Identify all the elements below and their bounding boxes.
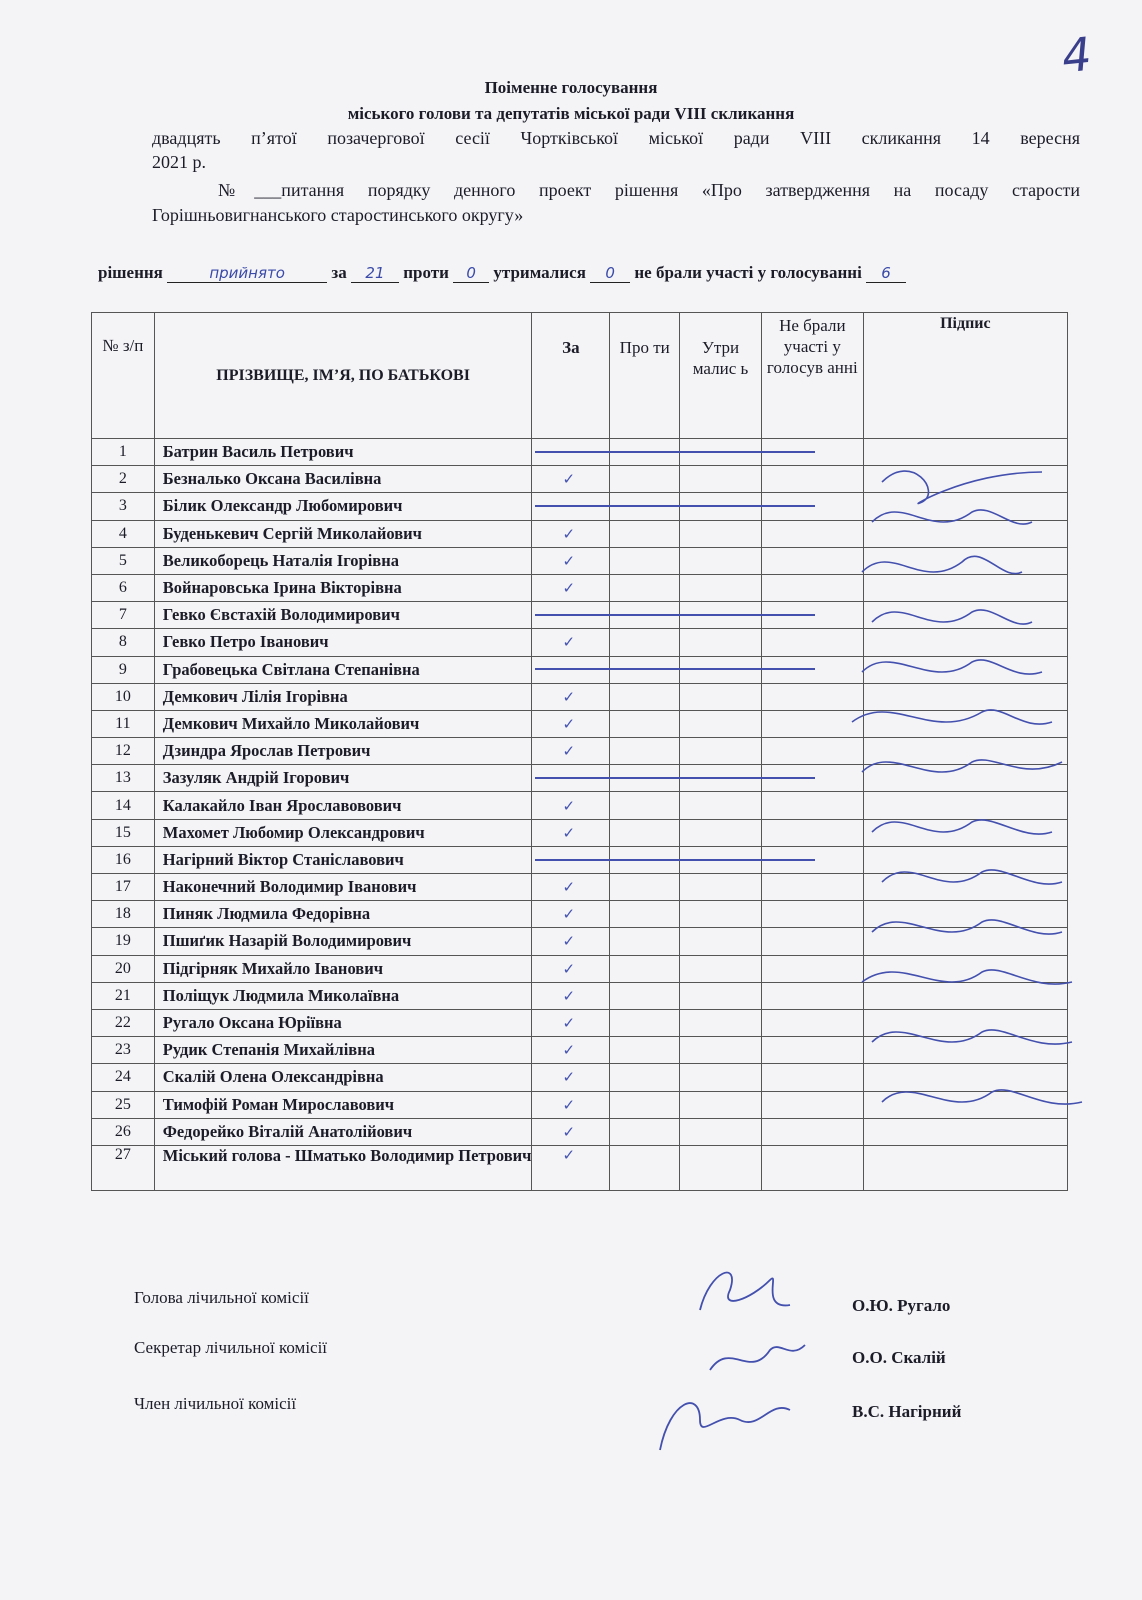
- header-num: № з/п: [92, 313, 155, 439]
- row-za: ✓: [532, 955, 610, 982]
- row-za: ✓: [532, 982, 610, 1009]
- signatures-column: [832, 452, 1092, 1152]
- head-name: О.Ю. Ругало: [852, 1296, 951, 1315]
- signature-scribble: [882, 471, 1042, 504]
- row-utr: [680, 1118, 762, 1145]
- proty-label: проти: [403, 263, 449, 282]
- session-date: 2021 р.: [152, 152, 206, 172]
- row-za: ✓: [532, 874, 610, 901]
- signature-scribble: [862, 556, 1022, 573]
- proty-value: 0: [453, 264, 489, 283]
- row-proty: [610, 955, 680, 982]
- row-number: 19: [92, 928, 155, 955]
- row-za: ✓: [532, 792, 610, 819]
- absent-strike-line: [535, 451, 815, 453]
- signature-scribble: [852, 710, 1052, 724]
- row-proty: [610, 738, 680, 765]
- row-za: ✓: [532, 1118, 610, 1145]
- row-za: ✓: [532, 901, 610, 928]
- row-utr: [680, 738, 762, 765]
- row-number: 10: [92, 683, 155, 710]
- row-number: 15: [92, 819, 155, 846]
- row-proty: [610, 928, 680, 955]
- header-sign: Підпис: [863, 313, 1067, 439]
- row-za: ✓: [532, 547, 610, 574]
- member-name: В.С. Нагірний: [852, 1402, 962, 1421]
- decision-label: рішення: [98, 263, 163, 282]
- absent-strike-line: [535, 614, 815, 616]
- row-proty: [610, 874, 680, 901]
- row-za: ✓: [532, 683, 610, 710]
- row-name: Махомет Любомир Олександрович: [154, 819, 532, 846]
- row-proty: [610, 574, 680, 601]
- row-utr: [680, 982, 762, 1009]
- row-za: ✓: [532, 1064, 610, 1091]
- row-name: Гевко Петро Іванович: [154, 629, 532, 656]
- document-subtitle: міського голови та депутатів міської ради VIII скликання: [347, 104, 795, 123]
- row-name: Наконечний Володимир Іванович: [154, 874, 532, 901]
- row-proty: [610, 466, 680, 493]
- row-number: 1: [92, 439, 155, 466]
- row-name: Демкович Лілія Ігорівна: [154, 683, 532, 710]
- commission-signatures: [640, 1250, 820, 1470]
- row-name: Буденькевич Сергій Миколайович: [154, 520, 532, 547]
- row-za: ✓: [532, 466, 610, 493]
- row-utr: [680, 1091, 762, 1118]
- row-za: ✓: [532, 1037, 610, 1064]
- row-sign: [863, 1145, 1067, 1190]
- row-number: 20: [92, 955, 155, 982]
- row-number: 9: [92, 656, 155, 683]
- row-za: ✓: [532, 738, 610, 765]
- decision-summary: [98, 263, 906, 283]
- row-proty: [610, 1145, 680, 1190]
- row-utr: [680, 574, 762, 601]
- row-utr: [680, 1037, 762, 1064]
- ne-value: 6: [866, 264, 906, 283]
- row-proty: [610, 1037, 680, 1064]
- issue-line: №___питання порядку денного проект рішення «Про затвердження на посаду старости: [218, 180, 1080, 200]
- row-proty: [610, 982, 680, 1009]
- row-utr: [680, 955, 762, 982]
- row-name: Ругало Оксана Юріївна: [154, 1009, 532, 1036]
- row-number: 23: [92, 1037, 155, 1064]
- row-proty: [610, 683, 680, 710]
- row-number: 11: [92, 710, 155, 737]
- signature-head: [700, 1273, 790, 1310]
- row-proty: [610, 547, 680, 574]
- row-name: Пшиґик Назарій Володимирович: [154, 928, 532, 955]
- row-name: Поліщук Людмила Миколаївна: [154, 982, 532, 1009]
- row-utr: [680, 629, 762, 656]
- row-utr: [680, 928, 762, 955]
- row-number: 6: [92, 574, 155, 601]
- member-label: Член лічильної комісії: [134, 1394, 297, 1413]
- row-name: Скалій Олена Олександрівна: [154, 1064, 532, 1091]
- row-number: 13: [92, 765, 155, 792]
- decision-value: прийнято: [167, 264, 327, 283]
- row-proty: [610, 520, 680, 547]
- page-number: 4: [1059, 26, 1095, 84]
- row-name: Калакайло Іван Ярославовович: [154, 792, 532, 819]
- row-name: Гевко Євстахій Володимирович: [154, 602, 532, 629]
- row-utr: [680, 1145, 762, 1190]
- row-proty: [610, 1009, 680, 1036]
- utr-label: утрималися: [493, 263, 586, 282]
- row-number: 18: [92, 901, 155, 928]
- row-number: 17: [92, 874, 155, 901]
- row-za: ✓: [532, 629, 610, 656]
- signature-scribble: [872, 510, 1032, 524]
- document-title: Поіменне голосування: [484, 78, 658, 97]
- row-number: 5: [92, 547, 155, 574]
- signature-scribble: [862, 660, 1042, 674]
- row-za: ✓: [532, 928, 610, 955]
- signature-scribble: [872, 920, 1062, 934]
- row-number: 8: [92, 629, 155, 656]
- row-utr: [680, 683, 762, 710]
- header-utr: Утри малис ь: [680, 313, 762, 439]
- row-proty: [610, 792, 680, 819]
- row-name: Тимофій Роман Мирославович: [154, 1091, 532, 1118]
- row-utr: [680, 901, 762, 928]
- row-proty: [610, 629, 680, 656]
- session-line: двадцять п’ятої позачергової сесії Чортківської міської ради VIII скликання 14 вересня: [152, 128, 1080, 148]
- row-name: Підгірняк Михайло Іванович: [154, 955, 532, 982]
- secretary-name: О.О. Скалій: [852, 1348, 946, 1367]
- row-utr: [680, 1009, 762, 1036]
- row-number: 4: [92, 520, 155, 547]
- row-za: ✓: [532, 1145, 610, 1190]
- row-za: ✓: [532, 1091, 610, 1118]
- row-number: 16: [92, 846, 155, 873]
- signature-scribble: [862, 970, 1072, 984]
- row-name: Батрин Василь Петрович: [154, 439, 532, 466]
- head-label: Голова лічильної комісії: [134, 1288, 309, 1307]
- row-utr: [680, 520, 762, 547]
- row-utr: [680, 710, 762, 737]
- row-number: 24: [92, 1064, 155, 1091]
- row-ne: [761, 1145, 863, 1190]
- signature-scribble: [872, 820, 1052, 834]
- signature-scribble: [882, 870, 1062, 884]
- row-number: 22: [92, 1009, 155, 1036]
- row-proty: [610, 901, 680, 928]
- row-number: 12: [92, 738, 155, 765]
- row-name: Федорейко Віталій Анатолійович: [154, 1118, 532, 1145]
- row-name: Міський голова - Шматько Володимир Петрович: [154, 1145, 532, 1190]
- row-number: 21: [92, 982, 155, 1009]
- ne-label: не брали участі у голосуванні: [634, 263, 862, 282]
- za-label: за: [331, 263, 347, 282]
- row-name: Нагірний Віктор Станіславович: [154, 846, 532, 873]
- header-proty: Про ти: [610, 313, 680, 439]
- row-utr: [680, 819, 762, 846]
- row-number: 27: [92, 1145, 155, 1190]
- row-proty: [610, 819, 680, 846]
- row-name: Рудик Степанія Михайлівна: [154, 1037, 532, 1064]
- row-number: 2: [92, 466, 155, 493]
- row-proty: [610, 1091, 680, 1118]
- row-utr: [680, 547, 762, 574]
- row-proty: [610, 710, 680, 737]
- absent-strike-line: [535, 859, 815, 861]
- row-za: ✓: [532, 819, 610, 846]
- row-za: ✓: [532, 520, 610, 547]
- row-proty: [610, 1064, 680, 1091]
- row-name: Пиняк Людмила Федорівна: [154, 901, 532, 928]
- absent-strike-line: [535, 505, 815, 507]
- za-value: 21: [351, 264, 399, 283]
- row-name: Зазуляк Андрій Ігорович: [154, 765, 532, 792]
- signature-scribble: [862, 760, 1062, 772]
- absent-strike-line: [535, 777, 815, 779]
- row-name: Великоборець Наталія Ігорівна: [154, 547, 532, 574]
- row-za: ✓: [532, 710, 610, 737]
- secretary-label: Секретар лічильної комісії: [134, 1338, 328, 1357]
- row-proty: [610, 1118, 680, 1145]
- row-name: Безналько Оксана Василівна: [154, 466, 532, 493]
- header-ne: Не брали участі у голосув анні: [761, 313, 863, 439]
- issue-line-2: Горішньовигнанського старостинського округу»: [152, 205, 524, 225]
- table-row: [92, 1145, 1068, 1190]
- row-utr: [680, 1064, 762, 1091]
- header-za: За: [532, 313, 610, 439]
- row-number: 14: [92, 792, 155, 819]
- row-number: 26: [92, 1118, 155, 1145]
- signature-secretary: [710, 1345, 805, 1370]
- row-number: 3: [92, 493, 155, 520]
- row-name: Грабовецька Світлана Степанівна: [154, 656, 532, 683]
- row-number: 25: [92, 1091, 155, 1118]
- row-za: ✓: [532, 574, 610, 601]
- row-za: ✓: [532, 1009, 610, 1036]
- row-number: 7: [92, 602, 155, 629]
- signature-scribble: [882, 1090, 1082, 1104]
- header-name: ПРІЗВИЩЕ, ІМ’Я, ПО БАТЬКОВІ: [154, 313, 532, 439]
- row-name: Войнаровська Ірина Вікторівна: [154, 574, 532, 601]
- row-utr: [680, 466, 762, 493]
- row-name: Дзиндра Ярослав Петрович: [154, 738, 532, 765]
- utr-value: 0: [590, 264, 630, 283]
- row-name: Демкович Михайло Миколайович: [154, 710, 532, 737]
- row-utr: [680, 874, 762, 901]
- signature-scribble: [872, 610, 1032, 624]
- signature-member: [660, 1403, 790, 1450]
- row-utr: [680, 792, 762, 819]
- row-name: Білик Олександр Любомирович: [154, 493, 532, 520]
- signature-scribble: [872, 1030, 1072, 1044]
- absent-strike-line: [535, 668, 815, 670]
